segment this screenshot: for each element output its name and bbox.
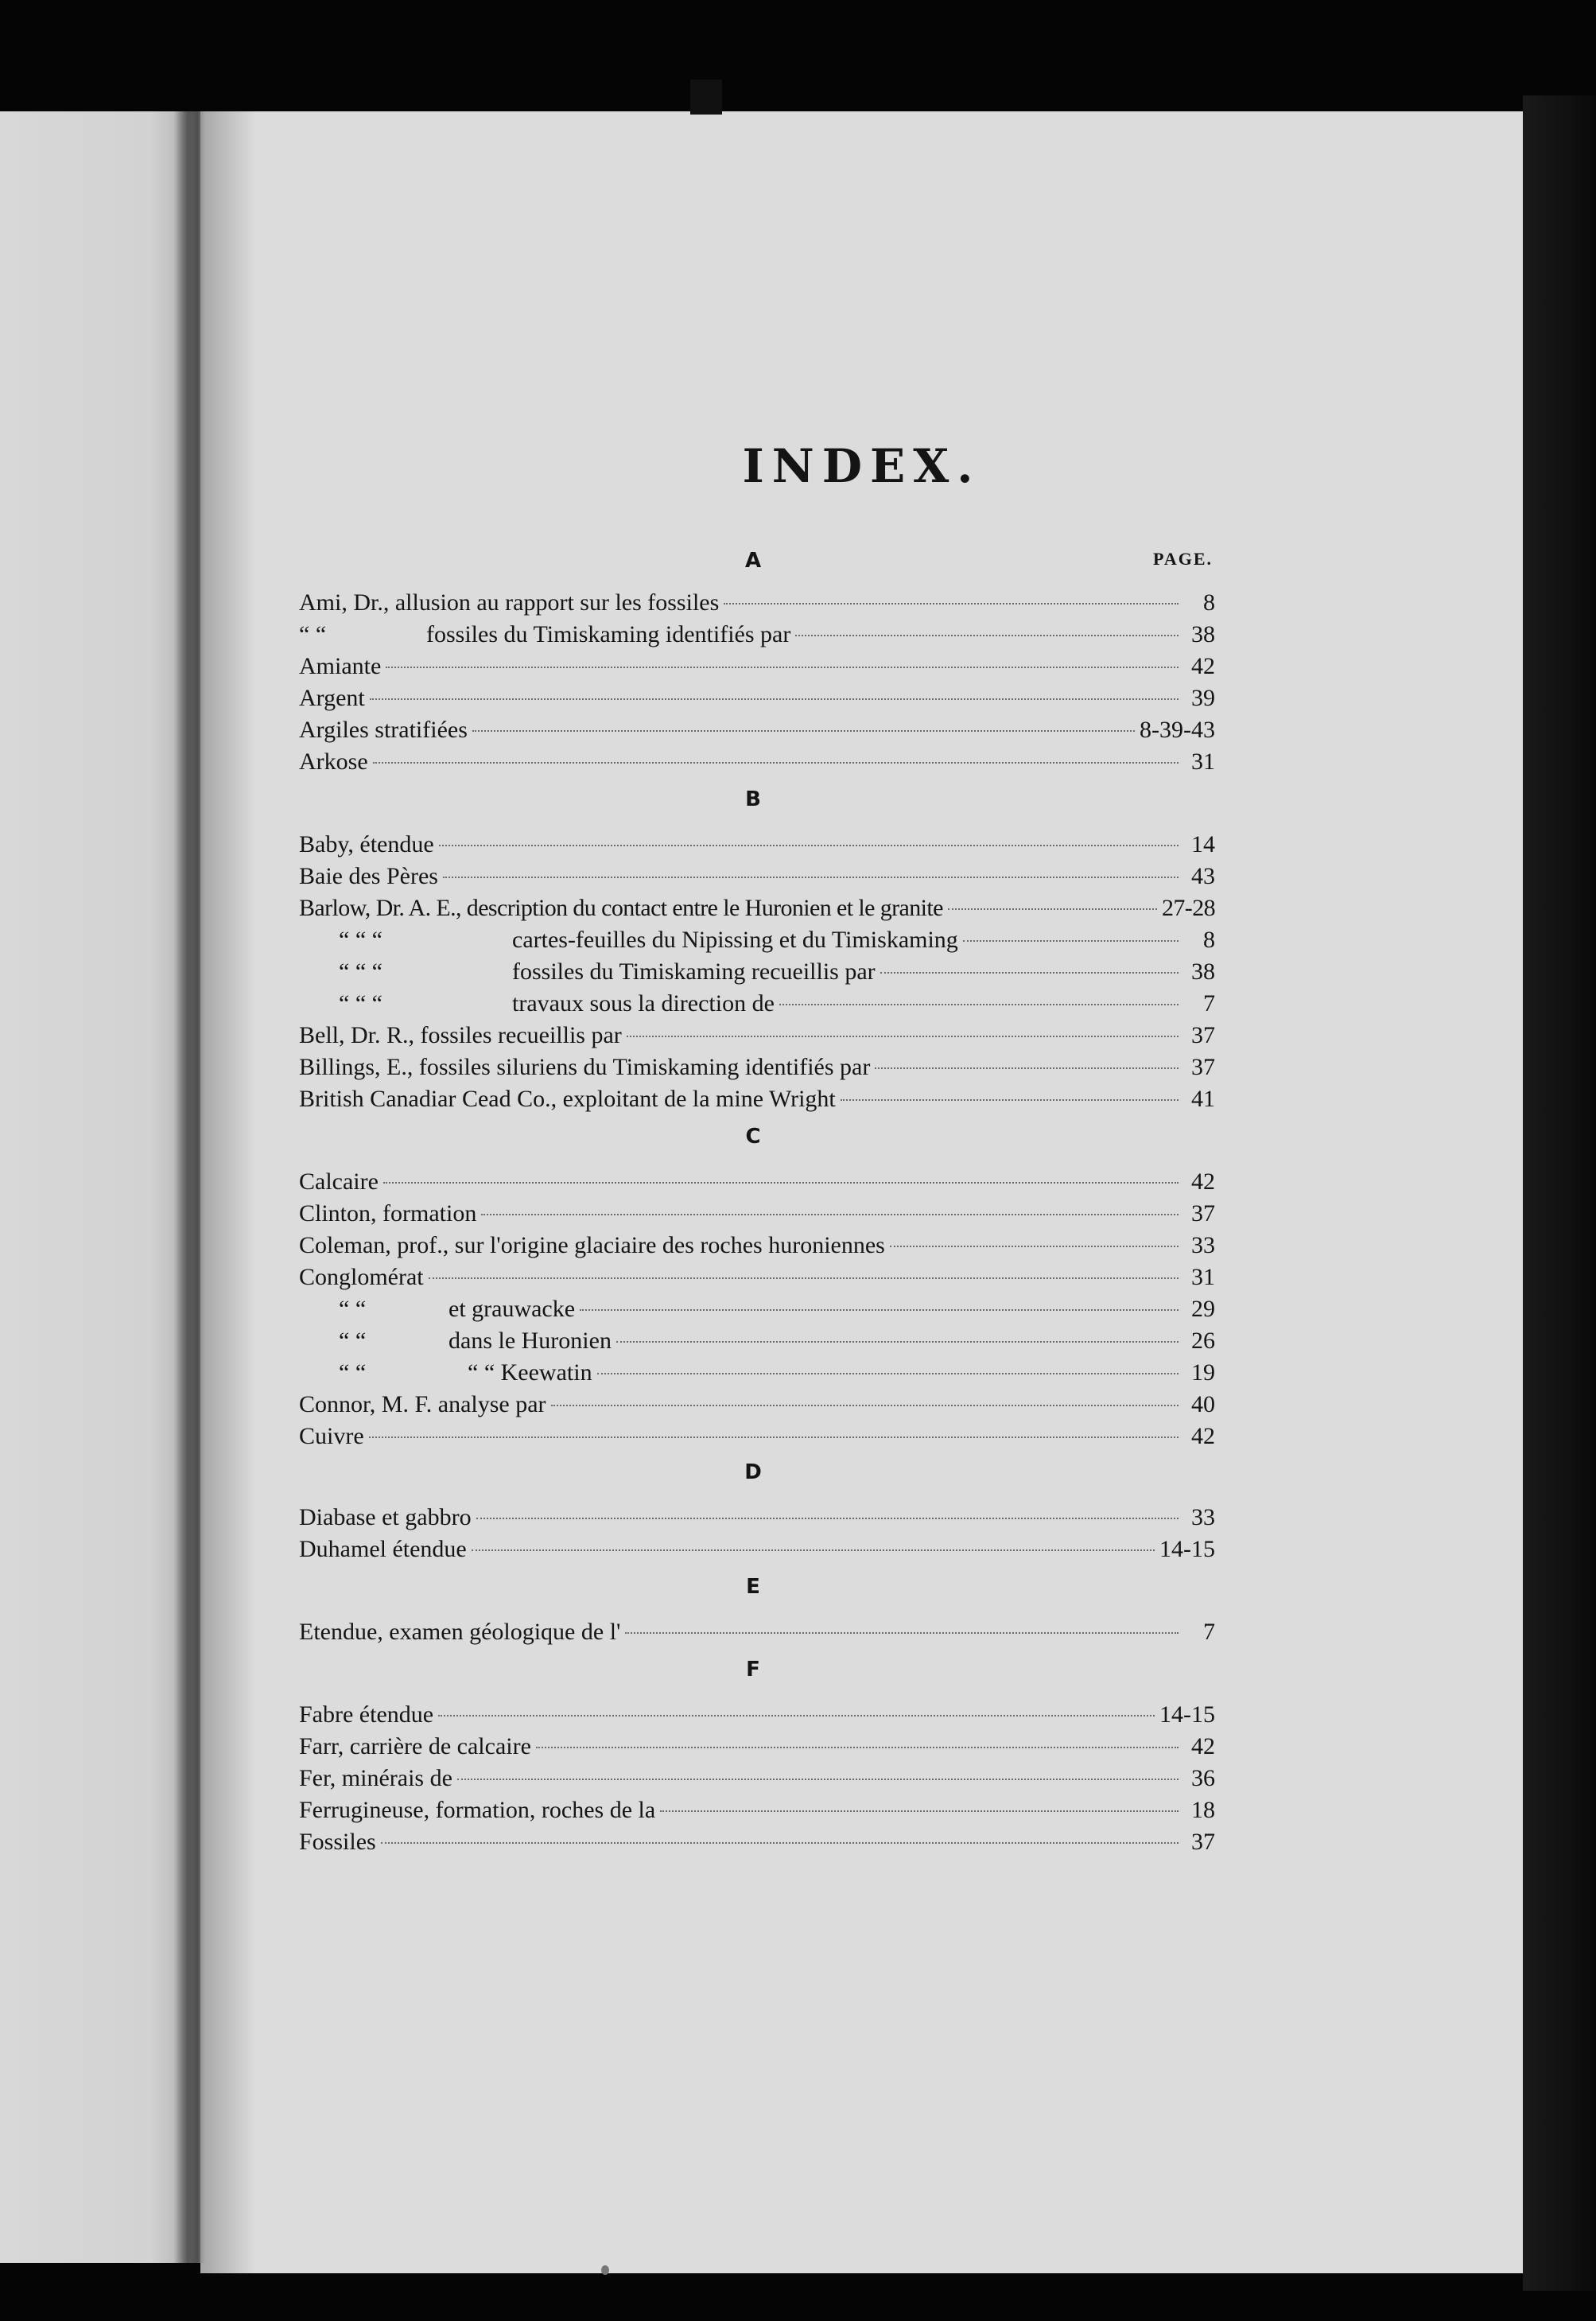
- ditto-marks: “ “ “: [339, 927, 382, 953]
- entry-term: travaux sous la direction de: [512, 990, 775, 1017]
- index-entry: [299, 682, 1215, 714]
- dot-leader: [472, 1549, 1155, 1551]
- entry-term: Clinton, formation: [299, 1200, 477, 1227]
- page-title: INDEX.: [742, 439, 981, 493]
- dot-leader: [551, 1405, 1179, 1406]
- ditto-marks: “ “: [339, 1359, 367, 1386]
- entry-term: Arkose: [299, 748, 368, 775]
- entry-term: Baie des Pères: [299, 863, 438, 889]
- dot-leader: [481, 1214, 1179, 1215]
- entry-term: Fabre étendue: [299, 1701, 434, 1728]
- entry-term: dans le Huronien: [449, 1328, 612, 1354]
- entry-page: 8-39-43: [1140, 717, 1215, 743]
- entry-term: et grauwacke: [449, 1296, 576, 1322]
- entry-term: Diabase et gabbro: [299, 1504, 472, 1530]
- entry-term: Duhamel étendue: [299, 1536, 467, 1562]
- entry-page: 8: [1203, 589, 1215, 616]
- entry-page: 14-15: [1159, 1701, 1215, 1728]
- index-entry: [299, 587, 1215, 619]
- entry-term: fossiles du Timiskaming recueillis par: [512, 958, 876, 985]
- dot-leader: [795, 635, 1179, 636]
- index-entry: [299, 1616, 1215, 1648]
- entry-page: 27-28: [1162, 895, 1215, 921]
- page-column-label: PAGE.: [1153, 549, 1213, 569]
- entry-term: Argiles stratifiées: [299, 717, 468, 743]
- page-fold: [173, 111, 205, 2263]
- index-entry: [299, 1020, 1215, 1052]
- entry-term: Barlow, Dr. A. E., description du contact entre le Huronien et le granite: [299, 895, 943, 921]
- dot-leader: [841, 1099, 1179, 1101]
- scan-speck: [601, 2265, 609, 2275]
- entry-page: 7: [1203, 1619, 1215, 1645]
- entry-page: 14: [1191, 831, 1215, 857]
- entry-term: Cuivre: [299, 1423, 364, 1449]
- entry-term: Ferrugineuse, formation, roches de la: [299, 1797, 656, 1823]
- entry-page: 18: [1191, 1797, 1215, 1823]
- section-letter-c: C: [745, 1125, 761, 1149]
- entry-term: fossiles du Timiskaming identifiés par: [426, 621, 791, 647]
- entry-page: 42: [1191, 1733, 1215, 1759]
- index-entry: [299, 714, 1215, 746]
- entry-page: 33: [1191, 1504, 1215, 1530]
- entry-term: Fer, minérais de: [299, 1765, 452, 1791]
- binding-tab: [690, 80, 722, 115]
- index-entry: [299, 1421, 1215, 1452]
- index-entry: [299, 956, 1215, 988]
- index-entry: [299, 988, 1215, 1020]
- index-entry: [299, 651, 1215, 682]
- entry-page: 36: [1191, 1765, 1215, 1791]
- index-entry: [299, 892, 1215, 924]
- entry-term: Argent: [299, 685, 365, 711]
- dot-leader: [627, 1036, 1179, 1037]
- index-entry: [299, 1262, 1215, 1293]
- dot-leader: [370, 698, 1179, 700]
- dot-leader: [948, 908, 1157, 910]
- entry-term: Amiante: [299, 653, 382, 679]
- entry-page: 40: [1191, 1391, 1215, 1417]
- index-entry: [299, 1794, 1215, 1826]
- dot-leader: [438, 1715, 1155, 1716]
- entry-page: 42: [1191, 1168, 1215, 1195]
- index-entry: [299, 1230, 1215, 1262]
- entry-term: Ami, Dr., allusion au rapport sur les fossiles: [299, 589, 720, 616]
- dot-leader: [476, 1518, 1179, 1519]
- index-entry: [299, 1052, 1215, 1083]
- dot-leader: [880, 972, 1179, 974]
- dot-leader: [373, 762, 1179, 764]
- index-entry: [299, 1763, 1215, 1794]
- dot-leader: [616, 1341, 1179, 1343]
- dot-leader: [536, 1747, 1179, 1748]
- index-entry: [299, 1699, 1215, 1731]
- index-entry: [299, 1198, 1215, 1230]
- dot-leader: [383, 1182, 1179, 1184]
- ditto-marks: “ “ “: [339, 958, 382, 985]
- dot-leader: [381, 1842, 1179, 1844]
- section-letter-a: A: [744, 549, 762, 573]
- dot-leader: [429, 1277, 1179, 1279]
- entry-term: British Canadiar Cead Co., exploitant de la mine Wright: [299, 1086, 836, 1112]
- entry-page: 37: [1191, 1200, 1215, 1227]
- entry-term: Etendue, examen géologique de l': [299, 1619, 621, 1645]
- dot-leader: [386, 667, 1179, 668]
- ditto-marks: “ “: [299, 621, 327, 647]
- dot-leader: [625, 1632, 1179, 1634]
- entry-page: 26: [1191, 1328, 1215, 1354]
- entry-page: 37: [1191, 1022, 1215, 1048]
- book-cover-edge: [1523, 95, 1596, 2291]
- entry-term: Coleman, prof., sur l'origine glaciaire des roches huroniennes: [299, 1232, 885, 1258]
- index-entry: [299, 1083, 1215, 1115]
- entry-page: 41: [1191, 1086, 1215, 1112]
- index-entry: [299, 1357, 1215, 1389]
- dot-leader: [472, 730, 1135, 732]
- dot-leader: [439, 845, 1179, 846]
- entry-page: 8: [1203, 927, 1215, 953]
- index-entry: [299, 861, 1215, 892]
- entry-term: Calcaire: [299, 1168, 379, 1195]
- entry-page: 19: [1191, 1359, 1215, 1386]
- dot-leader: [779, 1004, 1179, 1005]
- index-entry: [299, 1731, 1215, 1763]
- index-entry: [299, 1502, 1215, 1534]
- entry-page: 31: [1191, 748, 1215, 775]
- entry-page: 14-15: [1159, 1536, 1215, 1562]
- index-entry: [299, 746, 1215, 778]
- ditto-marks: “ “: [339, 1328, 367, 1354]
- section-letter-b: B: [745, 787, 761, 811]
- entry-term: Conglomérat: [299, 1264, 424, 1290]
- entry-page: 39: [1191, 685, 1215, 711]
- section-letter-d: D: [744, 1460, 762, 1484]
- entry-page: 37: [1191, 1054, 1215, 1080]
- entry-page: 29: [1191, 1296, 1215, 1322]
- index-entry: [299, 829, 1215, 861]
- entry-term: Bell, Dr. R., fossiles recueillis par: [299, 1022, 622, 1048]
- section-letter-e: E: [746, 1575, 760, 1599]
- entry-term: Billings, E., fossiles siluriens du Timiskaming identifiés par: [299, 1054, 871, 1080]
- entry-term: Fossiles: [299, 1829, 376, 1855]
- entry-page: 33: [1191, 1232, 1215, 1258]
- entry-term: cartes-feuilles du Nipissing et du Timiskaming: [512, 927, 958, 953]
- entry-page: 37: [1191, 1829, 1215, 1855]
- dot-leader: [457, 1779, 1179, 1780]
- entry-page: 42: [1191, 1423, 1215, 1449]
- index-entry: [299, 1389, 1215, 1421]
- index-entry: [299, 1166, 1215, 1198]
- dot-leader: [597, 1373, 1179, 1374]
- entry-page: 42: [1191, 653, 1215, 679]
- index-entry: [299, 1826, 1215, 1858]
- entry-term: Farr, carrière de calcaire: [299, 1733, 531, 1759]
- ditto-marks: “ “ “: [339, 990, 382, 1017]
- index-entry: [299, 619, 1215, 651]
- entry-page: 43: [1191, 863, 1215, 889]
- dot-leader: [660, 1810, 1179, 1812]
- entry-page: 38: [1191, 621, 1215, 647]
- entry-term: Connor, M. F. analyse par: [299, 1391, 546, 1417]
- index-entry: [299, 924, 1215, 956]
- section-letter-f: F: [746, 1658, 760, 1681]
- index-entry: [299, 1325, 1215, 1357]
- page-gutter-shadow: [200, 111, 256, 2273]
- dot-leader: [875, 1067, 1179, 1069]
- dot-leader: [724, 603, 1179, 605]
- dot-leader: [443, 877, 1179, 878]
- entry-term: “ “ Keewatin: [468, 1359, 592, 1386]
- dot-leader: [963, 940, 1179, 942]
- dot-leader: [890, 1246, 1179, 1247]
- dot-leader: [580, 1309, 1179, 1311]
- entry-term: Baby, étendue: [299, 831, 434, 857]
- entry-page: 38: [1191, 958, 1215, 985]
- entry-page: 7: [1203, 990, 1215, 1017]
- index-entry: [299, 1534, 1215, 1565]
- dot-leader: [369, 1437, 1179, 1438]
- index-entry: [299, 1293, 1215, 1325]
- entry-page: 31: [1191, 1264, 1215, 1290]
- ditto-marks: “ “: [339, 1296, 367, 1322]
